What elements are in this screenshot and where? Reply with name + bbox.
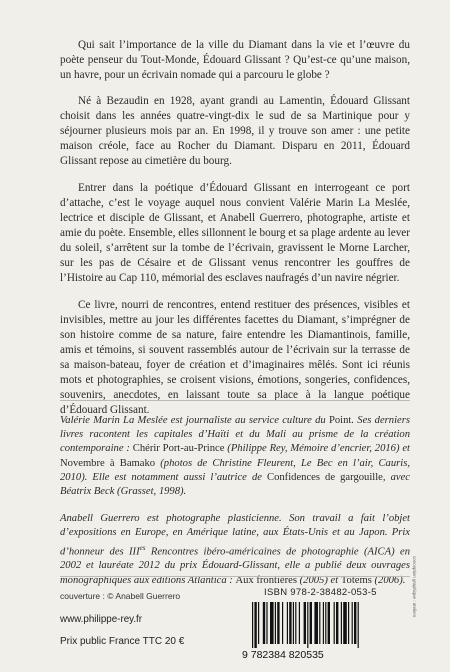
- barcode-bar: [352, 602, 353, 644]
- barcode-bar: [277, 602, 279, 644]
- paragraph-intro: Qui sait l’importance de la ville du Diamant dans la vie et l’œuvre du poète penseur du Tout-Monde, Édouard Glissant ? Qu’est-ce qu’une maison, un havre, pour un écrivain nomade qui a parcouru le globe ?: [60, 39, 410, 81]
- barcode-bar: [354, 602, 356, 644]
- isbn: ISBN 978-2-38482-053-5: [264, 587, 377, 598]
- paragraph-book: Ce livre, nourri de rencontres, entend restituer des présences, visibles et invisibles, mettre au jour les différentes facettes du Diamant, s’imprégner de son histoire comme de sa nature, faire entendre les Diamantinois, famille, amis et témoins, si souvent rassemblés autour de l’écrivain sur la terrasse de sa maison-bateau, foyer de création et d’imaginaires mêlés. Sont ici réunis mots et photographies, se croisent visions, émotions, songeries, confidences, souvenirs, anecdotes, en laissant toute sa place à la langue poétique d’Édouard Glissant.: [60, 299, 410, 416]
- barcode-bar: [348, 602, 349, 644]
- barcode-digits: 9 782384 820535: [242, 649, 324, 660]
- barcode-bar: [263, 602, 265, 644]
- paragraph-journey: Entrer dans la poétique d’Édouard Glissant en interrogeant ce port d’attache, c’est le voyage auquel nous convient Valérie Marin La Meslée, lectrice et disciple de Glissant, et Anabell Guerrero, photographe, artiste et amie du poète. Ensemble, elles sillonnent le bourg et sa plage ardente au lever du soleil, s’arrêtent sur la tombe de l’écrivain, gravissent le Morne Larcher, sur les pas de Césaire et de Glissant venus rencontrer les gouffres de l’Histoire au Cap 110, mémorial des esclaves naufragés d’un navire négrier.: [60, 182, 410, 284]
- bio-author: Valérie Marin La Meslée est journaliste au service culture du Point. Ses derniers livres racontent les capitales d’Haïti et du Mali au prisme de la création contemporaine : Chérir Port-au-Prince (Philippe Rey, Mémoire d’encrier, 2016) et Novembre à Bamako (photos de Christine Fleurent, Le Bec en l’air, Cauris, 2010). Elle est notamment aussi l’autrice de Confidences de gargouille, avec Béatrix Beck (Grasset, 1998).: [60, 415, 410, 498]
- separator-top: [60, 400, 410, 401]
- barcode-bar: [258, 602, 259, 644]
- barcode-bar: [341, 602, 342, 644]
- barcode: [240, 600, 410, 660]
- barcode-bar: [295, 602, 296, 644]
- barcode-bar: [270, 602, 274, 644]
- vertical-credit: conception graphique : ateliers: [412, 556, 417, 618]
- barcode-bar: [287, 602, 288, 644]
- barcode-bar: [334, 602, 335, 644]
- publisher-url[interactable]: www.philippe-rey.fr: [60, 614, 143, 625]
- paragraph-biography: Né à Bezaudin en 1928, ayant grandi au Lamentin, Édouard Glissant choisit dans les années quatre-vingt-dix le sud de sa Martinique pour y séjourner plusieurs mois par an. En 1998, il y trouve son amer : une petite maison créole, face au Rocher du Diamant. Disparu en 2011, Édouard Glissant repose au cimetière du bourg.: [60, 95, 410, 167]
- barcode-bar: [252, 602, 253, 648]
- summary-text: [60, 38, 410, 430]
- barcode-bar: [293, 602, 294, 644]
- barcode-bar: [336, 602, 338, 644]
- barcode-bar: [254, 602, 256, 648]
- barcode-bar: [325, 602, 326, 644]
- barcode-bar: [299, 602, 300, 644]
- barcode-bar: [310, 602, 312, 644]
- bio-photographer: Anabell Guerrero est photographe plasticienne. Son travail a fait l’objet d’expositions en Europe, en Amérique latine, aux États-Unis et au Japon. Prix d’honneur des $III^{es}$ Rencontres ibéro-américaines de photographie (AICA) en 2002 et lauréate 2012 du prix Édouard-Glissant, elle a publié deux ouvrages monographiques aux éditions Atlantica : Aux frontières (2005) et Totems (2006).: [60, 513, 411, 586]
- cover-credit: couverture : © Anabell Guerrero: [60, 591, 181, 601]
- barcode-bar: [275, 602, 276, 644]
- barcode-bar: [307, 602, 308, 648]
- barcode-bar: [323, 602, 324, 644]
- barcode-bar: [314, 602, 318, 644]
- barcode-bar: [289, 602, 291, 644]
- barcode-bar: [282, 602, 283, 644]
- barcode-bar: [343, 602, 347, 644]
- barcode-bar: [266, 602, 267, 644]
- barcode-bar: [358, 602, 359, 648]
- author-bios: [60, 414, 410, 601]
- separator-bottom: [60, 576, 410, 577]
- barcode-bar: [328, 602, 330, 644]
- barcode-bar: [304, 602, 306, 644]
- barcode-bar: [319, 602, 320, 644]
- price: Prix public France TTC 20 €: [60, 636, 185, 647]
- barcode-graphic: [240, 600, 410, 660]
